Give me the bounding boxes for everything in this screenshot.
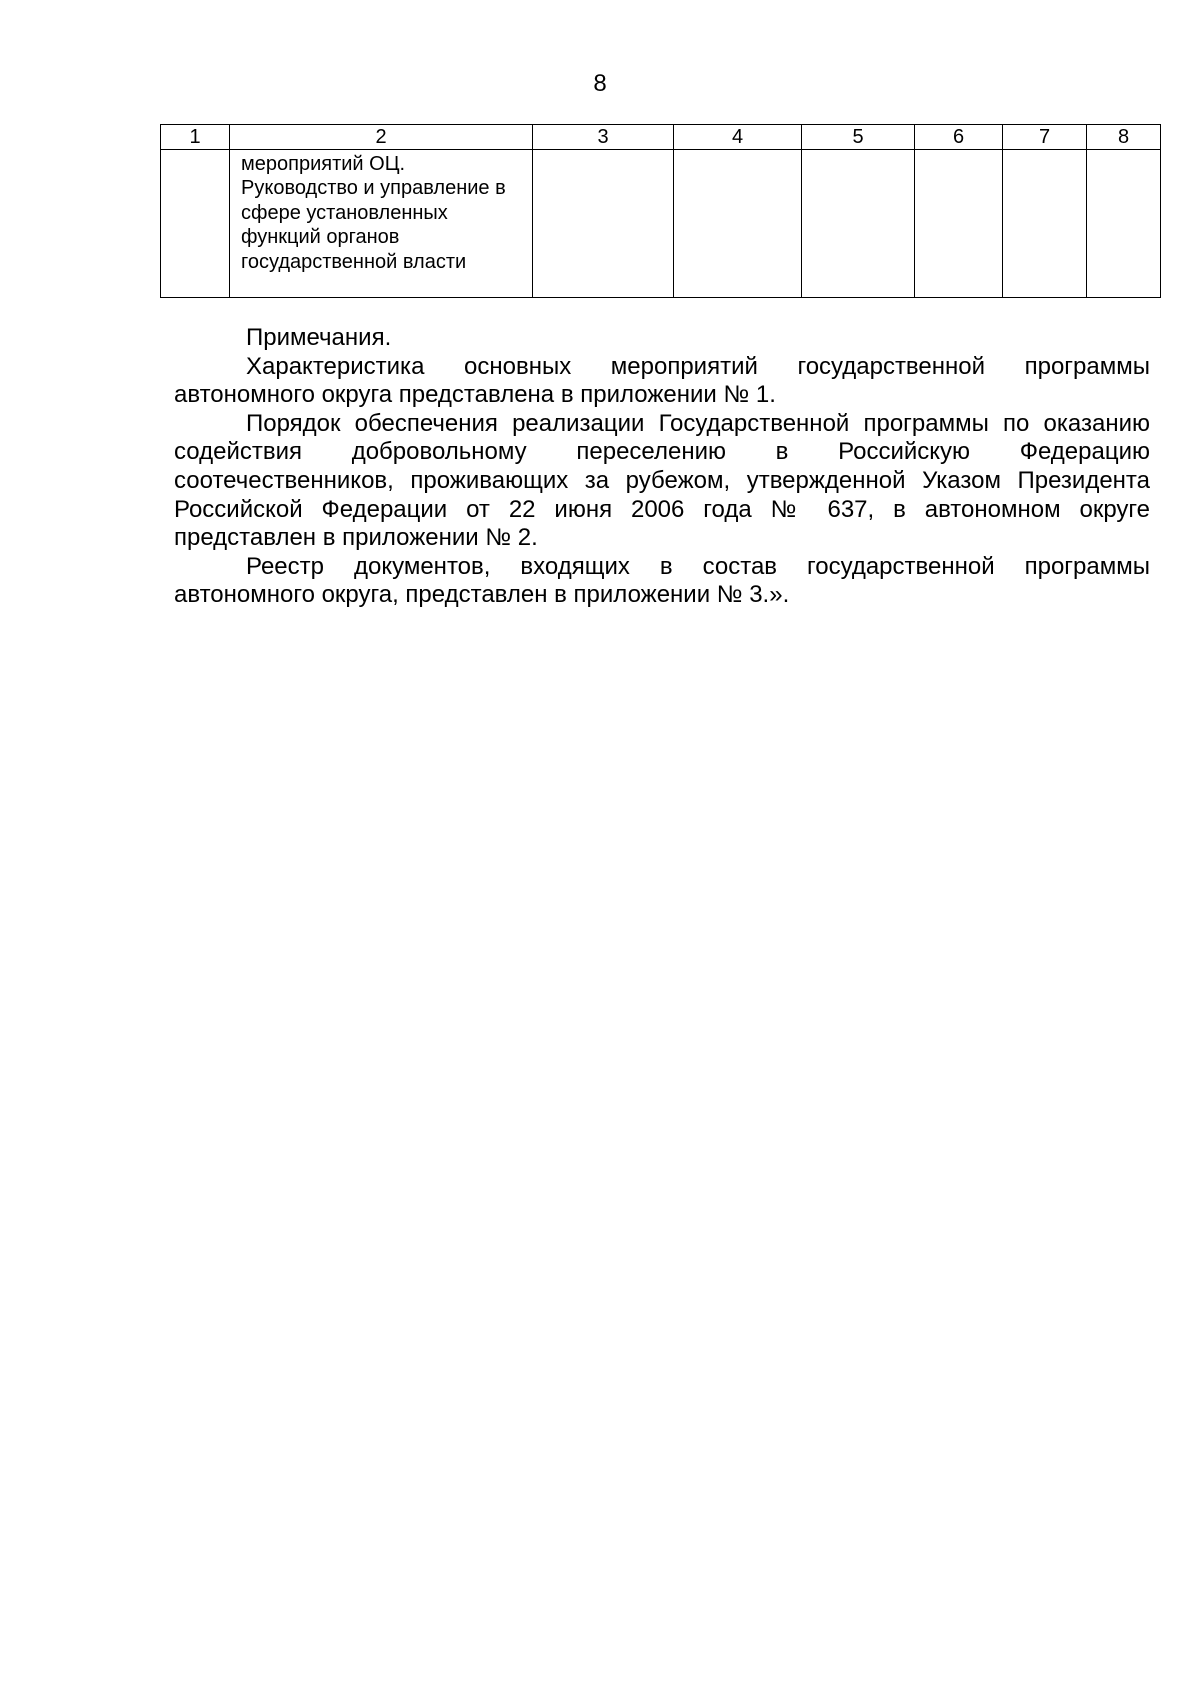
cell-text — [915, 150, 1002, 152]
program-table — [160, 124, 1161, 298]
table-cell — [533, 150, 674, 298]
note-paragraph: Характеристика основных мероприятий государственной программы автономного округа представлена в приложении № 1. — [174, 352, 1150, 409]
cell-text — [533, 150, 673, 152]
table-cell — [1087, 150, 1161, 298]
cell-text — [674, 150, 801, 152]
column-header: 2 — [230, 125, 533, 150]
table-header-row — [161, 125, 1161, 150]
page-number: 8 — [593, 70, 607, 97]
cell-text — [1087, 150, 1160, 152]
note-paragraph: Реестр документов, входящих в состав государственной программы автономного округа, представлен в приложении № 3.». — [174, 552, 1150, 609]
column-header: 3 — [533, 125, 674, 150]
table-cell — [230, 150, 533, 298]
table-cell — [161, 150, 230, 298]
table-cell — [802, 150, 915, 298]
notes-section — [174, 324, 1150, 610]
notes-title: Примечания. — [246, 324, 392, 351]
cell-text — [161, 150, 229, 152]
table-cell — [915, 150, 1003, 298]
column-header: 1 — [161, 125, 230, 150]
column-header: 7 — [1003, 125, 1087, 150]
column-header: 6 — [915, 125, 1003, 150]
cell-text — [1003, 150, 1086, 152]
cell-text — [802, 150, 914, 152]
column-header: 5 — [802, 125, 915, 150]
table-cell — [1003, 150, 1087, 298]
column-header: 8 — [1087, 125, 1161, 150]
note-paragraph: Порядок обеспечения реализации Государственной программы по оказанию содействия добровольному переселению в Российскую Федерацию соотечественников, проживающих за рубежом, утвержденной Указом Президента Российской Федерации от 22 июня 2006 года № 637, в автономном округе представлен в приложении № 2. — [174, 409, 1150, 552]
table-cell — [674, 150, 802, 298]
cell-text: мероприятий ОЦ. Руководство и управление в сфере установленных функций органов государственной власти — [241, 153, 506, 273]
column-header: 4 — [674, 125, 802, 150]
table-row — [161, 150, 1161, 298]
